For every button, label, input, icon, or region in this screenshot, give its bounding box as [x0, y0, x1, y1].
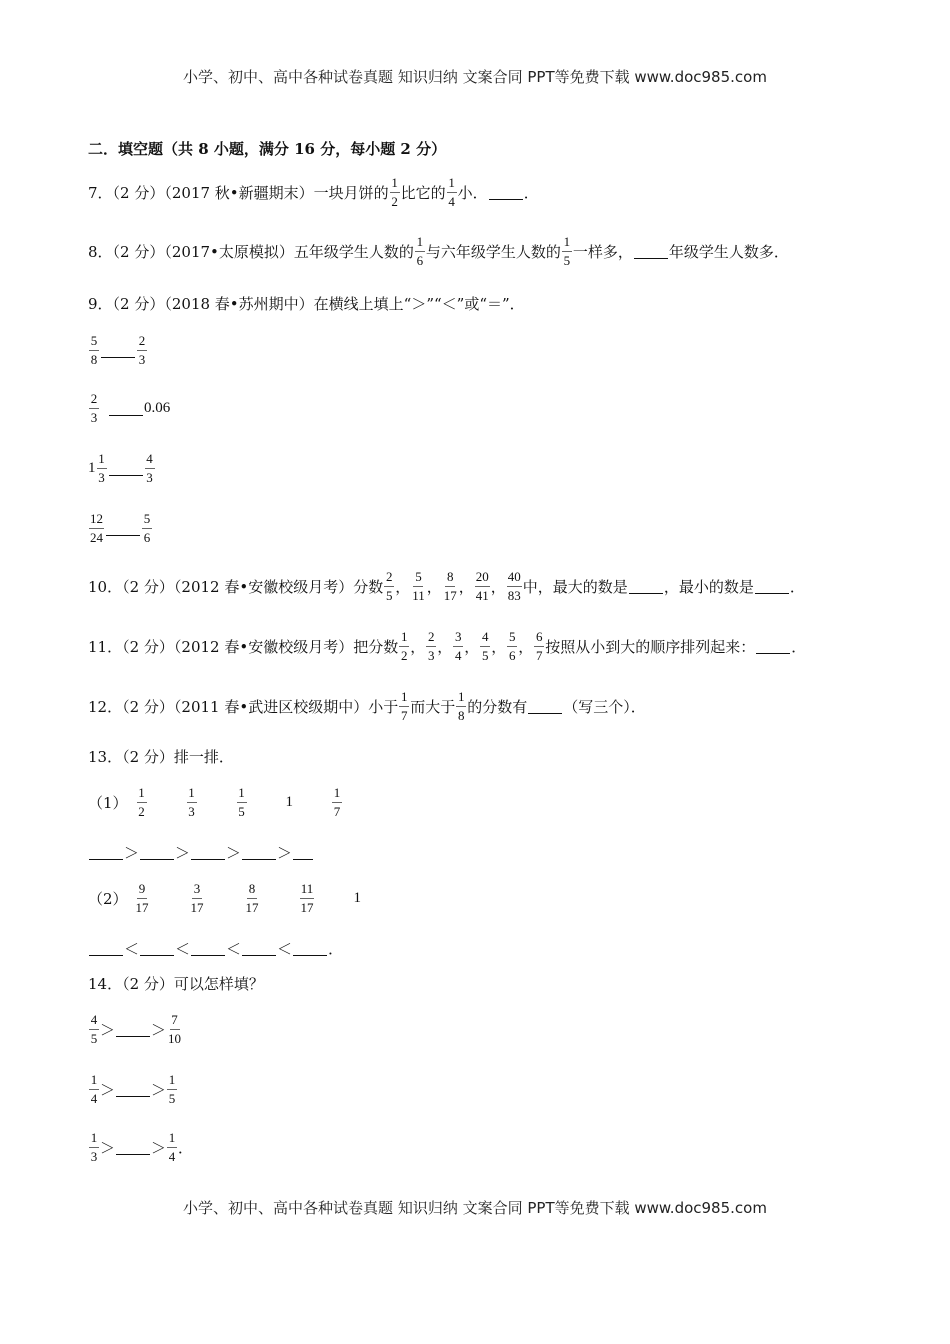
decimal-value: 0.06 — [144, 399, 171, 416]
answer-blank[interactable] — [106, 521, 140, 536]
q14-row-1 — [88, 1006, 183, 1052]
lt-sign: ＜ — [124, 939, 140, 958]
q13-part-2 — [88, 875, 361, 921]
fraction: $\frac{5}{11}$ — [412, 568, 425, 603]
fraction: $\frac{2}{3}$ — [90, 390, 98, 425]
fraction: $\frac{1}{3}$ — [188, 784, 195, 819]
answer-blank[interactable] — [755, 579, 789, 594]
gt-sign: ＞ — [100, 1138, 116, 1157]
fraction: $\frac{2}{3}$ — [138, 332, 146, 367]
question-8 — [88, 228, 789, 274]
gt-sign: ＞ — [100, 1020, 116, 1039]
comma: ， — [410, 637, 426, 656]
gt-sign: ＞ — [151, 1020, 167, 1039]
answer-blank[interactable] — [116, 1022, 150, 1037]
whole-number: 1 — [353, 889, 362, 906]
fraction: $\frac{1}{2}$ — [391, 174, 398, 209]
question-12 — [88, 683, 646, 729]
section-title: 二．填空题（共 8 小题，满分 16 分，每小题 2 分） — [88, 139, 447, 158]
fraction: $\frac{2}{5}$ — [385, 568, 393, 603]
fraction: $\frac{40}{83}$ — [507, 568, 521, 603]
part-label: （2） — [88, 889, 128, 908]
fraction: $\frac{1}{3}$ — [90, 1129, 98, 1164]
answer-blank[interactable] — [116, 1140, 150, 1155]
part-label: （1） — [88, 793, 128, 812]
fraction: $\frac{1}{4}$ — [90, 1071, 98, 1106]
q12-mid: 而大于 — [410, 697, 456, 716]
q7-suffix: 小． — [457, 183, 488, 202]
fraction: $\frac{5}{6}$ — [143, 510, 151, 545]
answer-blank[interactable] — [242, 845, 276, 860]
fraction: $\frac{1}{7}$ — [400, 688, 408, 723]
q7-mid: 比它的 — [400, 183, 446, 202]
fraction: $\frac{12}{24}$ — [90, 510, 103, 545]
q10-text: 10．（2 分）（2012 春•安徽校级月考）分数 — [88, 577, 384, 596]
fraction: $\frac{1}{2}$ — [138, 784, 145, 819]
q14-row-3 — [88, 1124, 193, 1170]
answer-blank[interactable] — [116, 1082, 150, 1097]
gt-sign: ＞ — [100, 1080, 116, 1099]
q9-row-2 — [88, 385, 170, 431]
fraction: $\frac{1}{2}$ — [400, 628, 408, 663]
fraction: $\frac{1}{8}$ — [457, 688, 465, 723]
q12-suffix: 的分数有 — [467, 697, 528, 716]
fraction: $\frac{1}{5}$ — [168, 1071, 176, 1106]
fraction: $\frac{3}{4}$ — [454, 628, 462, 663]
answer-blank[interactable] — [629, 579, 663, 594]
answer-blank[interactable] — [293, 941, 327, 956]
q8-text: 8．（2 分）（2017•太原模拟）五年级学生人数的 — [88, 242, 414, 261]
q8-mid2: 一样多， — [572, 242, 633, 261]
q9-row-4 — [88, 505, 153, 551]
answer-blank[interactable] — [191, 845, 225, 860]
lt-sign: ＜ — [175, 939, 191, 958]
gt-sign: ＞ — [175, 843, 191, 862]
fraction: $\frac{1}{5}$ — [563, 233, 571, 268]
answer-blank[interactable] — [634, 244, 668, 259]
q11-suffix: 按照从小到大的顺序排列起来： — [545, 637, 756, 656]
fraction: $\frac{11}{17}$ — [300, 880, 314, 915]
answer-blank[interactable] — [293, 845, 313, 860]
fraction: $\frac{1}{5}$ — [238, 784, 245, 819]
gt-sign: ＞ — [151, 1138, 167, 1157]
answer-blank[interactable] — [140, 845, 174, 860]
q7-end: ． — [523, 183, 539, 202]
answer-blank[interactable] — [242, 941, 276, 956]
fraction: $\frac{3}{17}$ — [190, 880, 204, 915]
q11-end: ． — [791, 637, 807, 656]
whole-number: 1 — [88, 459, 96, 476]
q9-row-1 — [88, 327, 148, 373]
comma: ， — [491, 637, 507, 656]
answer-blank[interactable] — [528, 699, 562, 714]
comma: ， — [518, 637, 534, 656]
fraction: $\frac{9}{17}$ — [135, 880, 149, 915]
question-11 — [88, 623, 806, 669]
q10-mid: ，最小的数是 — [663, 577, 754, 596]
answer-blank[interactable] — [489, 185, 523, 200]
fraction: $\frac{7}{10}$ — [168, 1011, 182, 1046]
comma: ， — [426, 577, 442, 596]
fraction: $\frac{1}{4}$ — [168, 1129, 176, 1164]
question-7 — [88, 169, 539, 215]
q8-mid: 与六年级学生人数的 — [425, 242, 561, 261]
answer-blank[interactable] — [140, 941, 174, 956]
q10-end: ． — [789, 577, 805, 596]
lt-sign: ＜ — [226, 939, 242, 958]
q13-end: ． — [328, 939, 344, 958]
fraction: $\frac{8}{17}$ — [245, 880, 259, 915]
q14-row-2 — [88, 1066, 178, 1112]
fraction: $\frac{8}{17}$ — [443, 568, 457, 603]
answer-blank[interactable] — [756, 639, 790, 654]
q12-text: 12．（2 分）（2011 春•武进区校级期中）小于 — [88, 697, 399, 716]
page-header: 小学、初中、高中各种试卷真题 知识归纳 文案合同 PPT等免费下载 www.doc985.com — [183, 68, 767, 86]
fraction: $\frac{2}{3}$ — [427, 628, 435, 663]
question-10 — [88, 563, 805, 609]
fraction: $\frac{4}{5}$ — [90, 1011, 98, 1046]
q7-text: 7．（2 分）（2017 秋•新疆期末）一块月饼的 — [88, 183, 389, 202]
comma: ， — [458, 577, 474, 596]
gt-sign: ＞ — [226, 843, 242, 862]
page-footer: 小学、初中、高中各种试卷真题 知识归纳 文案合同 PPT等免费下载 www.doc985.com — [183, 1199, 767, 1217]
gt-sign: ＞ — [277, 843, 293, 862]
q8-suffix: 年级学生人数多． — [668, 242, 789, 261]
gt-sign: ＞ — [151, 1080, 167, 1099]
fraction: $\frac{6}{7}$ — [536, 628, 543, 663]
fraction: $\frac{1}{7}$ — [333, 784, 341, 819]
fraction: $\frac{5}{6}$ — [509, 628, 516, 663]
answer-blank[interactable] — [101, 343, 135, 358]
comma: ， — [464, 637, 480, 656]
question-9: 9．（2 分）（2018 春•苏州期中）在横线上填上“＞”“＜”或“＝”． — [88, 294, 525, 313]
fraction: $\frac{5}{8}$ — [90, 332, 98, 367]
q13-part-1-answer — [88, 829, 314, 875]
q9-row-3 — [88, 445, 156, 491]
answer-blank[interactable] — [191, 941, 225, 956]
fraction: $\frac{4}{3}$ — [146, 450, 153, 485]
answer-blank[interactable] — [89, 941, 123, 956]
comma: ， — [437, 637, 453, 656]
q12-end: （写三个）． — [563, 697, 646, 716]
gt-sign: ＞ — [124, 843, 140, 862]
q13-part-1 — [88, 779, 343, 825]
fraction: $\frac{1}{4}$ — [448, 174, 455, 209]
lt-sign: ＜ — [277, 939, 293, 958]
question-14: 14．（2 分）可以怎样填？ — [88, 974, 264, 993]
fraction: $\frac{1}{3}$ — [98, 450, 105, 485]
q10-suffix: 中，最大的数是 — [522, 577, 628, 596]
q14-end: ． — [178, 1138, 194, 1157]
fraction: $\frac{4}{5}$ — [482, 628, 489, 663]
answer-blank[interactable] — [89, 845, 123, 860]
comma: ， — [395, 577, 411, 596]
comma: ， — [490, 577, 506, 596]
answer-blank[interactable] — [109, 401, 143, 416]
whole-number: 1 — [285, 793, 294, 810]
fraction: $\frac{20}{41}$ — [475, 568, 489, 603]
question-13: 13．（2 分）排一排． — [88, 747, 234, 766]
q11-text: 11．（2 分）（2012 春•安徽校级月考）把分数 — [88, 637, 399, 656]
answer-blank[interactable] — [109, 461, 143, 476]
fraction: $\frac{1}{6}$ — [416, 233, 424, 268]
